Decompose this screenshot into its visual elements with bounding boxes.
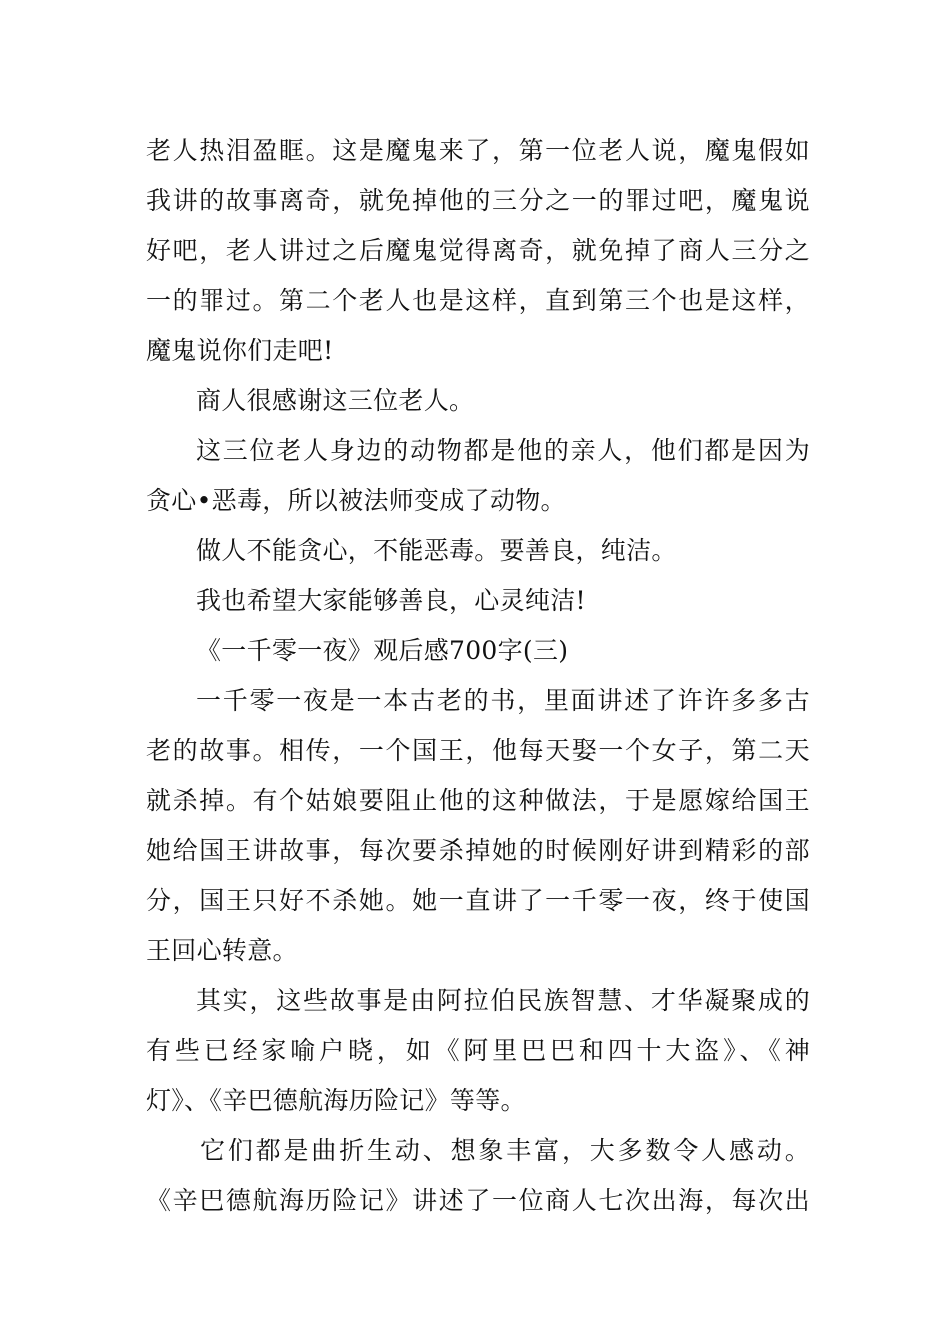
- text-line: 好吧，老人讲过之后魔鬼觉得离奇，就免掉了商人三分之: [146, 236, 810, 265]
- text-line: 有些已经家喻户晓，如《阿里巴巴和四十大盗》、《神: [146, 1036, 810, 1065]
- text-line: 商人很感谢这三位老人。: [196, 386, 475, 415]
- text-line: 我也希望大家能够善良，心灵纯洁!: [196, 586, 586, 615]
- text-line: 她给国王讲故事，每次要杀掉她的时候刚好讲到精彩的部: [146, 836, 810, 865]
- text-line: 《辛巴德航海历险记》讲述了一位商人七次出海，每次出: [146, 1186, 810, 1215]
- text-line: 我讲的故事离奇，就免掉他的三分之一的罪过吧，魔鬼说: [146, 186, 810, 215]
- text-line: 王回心转意。: [146, 936, 298, 965]
- text-line: 一的罪过。第二个老人也是这样，直到第三个也是这样，: [146, 286, 810, 315]
- text-line: 贪心•恶毒，所以被法师变成了动物。: [146, 486, 566, 515]
- text-line: 分，国王只好不杀她。她一直讲了一千零一夜，终于使国: [146, 886, 810, 915]
- text-line: 老人热泪盈眶。这是魔鬼来了，第一位老人说，魔鬼假如: [146, 136, 810, 165]
- text-line: 它们都是曲折生动、想象丰富，大多数令人感动。: [200, 1136, 810, 1165]
- text-line: 做人不能贪心，不能恶毒。要善良，纯洁。: [196, 536, 677, 565]
- text-line: 这三位老人身边的动物都是他的亲人，他们都是因为: [196, 436, 810, 465]
- section-heading: 《一千零一夜》观后感700字(三): [196, 636, 569, 665]
- text-line: 一千零一夜是一本古老的书，里面讲述了许许多多古: [196, 686, 810, 715]
- text-line: 就杀掉。有个姑娘要阻止他的这种做法，于是愿嫁给国王: [146, 786, 810, 815]
- text-line: 灯》、《辛巴德航海历险记》等等。: [146, 1086, 526, 1115]
- text-line: 老的故事。相传，一个国王，他每天娶一个女子，第二天: [146, 736, 810, 765]
- text-line: 魔鬼说你们走吧!: [146, 336, 334, 365]
- text-line: 其实，这些故事是由阿拉伯民族智慧、才华凝聚成的: [196, 986, 810, 1015]
